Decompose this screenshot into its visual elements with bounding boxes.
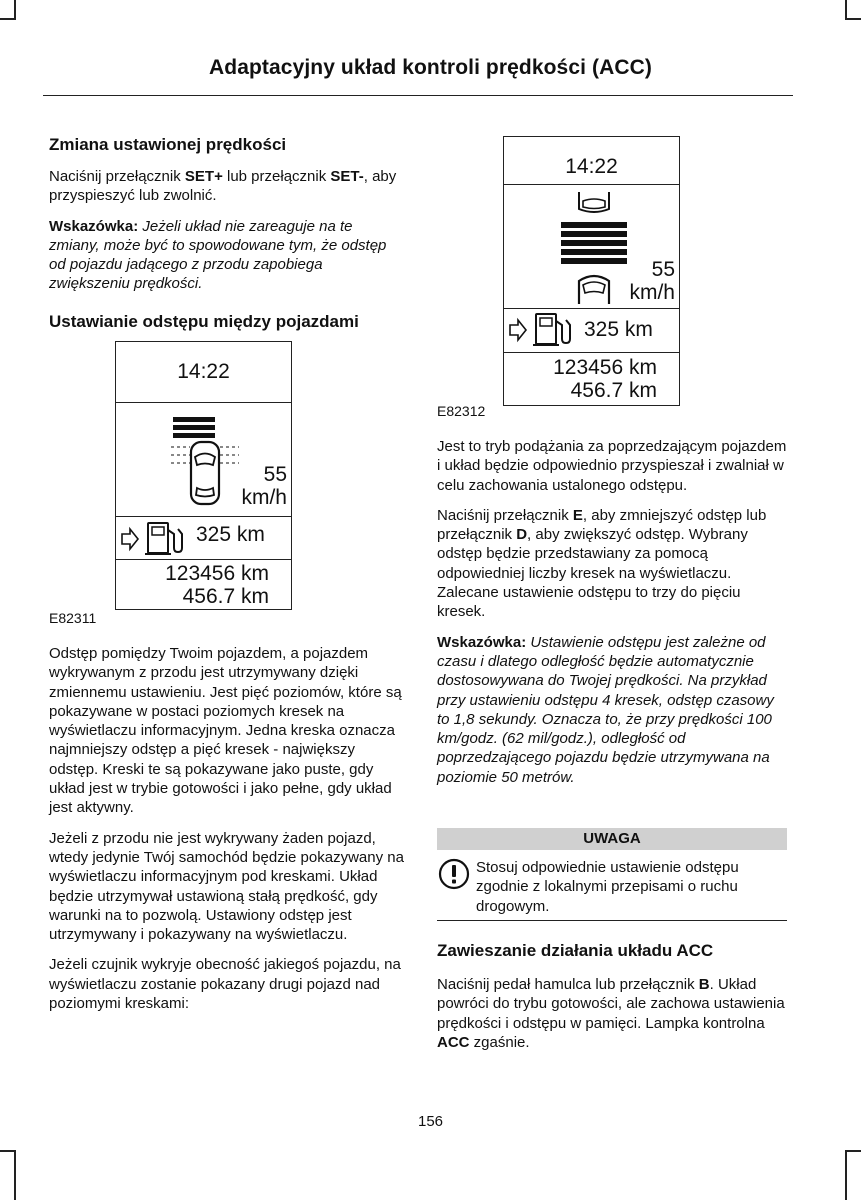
left-column-lower (49, 644, 404, 1013)
section-title-suspend-acc: Zawieszanie działania układu ACC (437, 941, 714, 960)
header-divider (43, 95, 793, 96)
display-figure-2 (503, 136, 680, 406)
odometer-readout: 123456 km 456.7 km (553, 356, 657, 402)
crop-mark (845, 1150, 847, 1200)
range-readout: 325 km (196, 523, 265, 546)
section-title-speed-change: Zmiana ustawionej prędkości (49, 135, 287, 154)
clock: 14:22 (565, 155, 618, 178)
note-speed-change: Wskazówka: Jeżeli układ nie zareaguje na te zmiany, może być to spowodowane tym, że odstęp od pojazdu jadącego z przodu zapobiega zwiększeniu prędkości. (49, 217, 387, 293)
paragraph-gap-levels: Odstęp pomiędzy Twoim pojazdem, a pojazdem wykrywanym z przodu jest utrzymywany dzięki zmiennemu ustawieniu. Jest pięć poziomów, które są pokazywane w postaci poziomych kresek na wyświetlaczu informacyjnym. Jedna kreska oznacza najmniejszy odstęp a pięć kresek - największy odstęp. Kreski te są pokazywane jako puste, gdy układ jest w trybie gotowości i jako pełne, gdy układ jest aktywny. (49, 645, 402, 817)
fuel-pump-icon (508, 311, 578, 349)
crop-mark (14, 1150, 16, 1200)
crop-mark (845, 0, 847, 18)
gap-bars-lead-car-icon (559, 189, 629, 307)
odometer-readout: 123456 km 456.7 km (165, 562, 269, 608)
paragraph-gap-switches: Naciśnij przełącznik E, aby zmniejszyć odstęp lub przełącznik D, aby zwiększyć odstęp. Wybrany odstęp będzie przedstawiany za pomocą odpowiedniej liczby kresek na wyświetlaczu. Zalecane ustawienie odstępu to trzy do pięciu kresek. (437, 506, 767, 621)
range-readout: 325 km (584, 318, 653, 341)
note-gap-time: Wskazówka: Ustawienie odstępu jest zależne od czasu i dlatego odległość będzie automatycznie dostosowywana do Twojej prędkości. Na przykład przy ustawieniu odstępu 4 kresek, odstęp czasowy to 1,8 sekundy. Oznacza to, że przy prędkości 100 km/godz. (62 mil/godz.), odległość od poprzedzającego pojazdu będzie utrzymywana na poziomie 50 metrów. (437, 633, 774, 786)
display-figure-1 (115, 341, 292, 610)
speed-readout: 55 km/h (629, 258, 675, 304)
crop-mark (845, 18, 861, 20)
gap-bars-own-car-icon (166, 412, 246, 512)
section-title-gap-setting: Ustawianie odstępu między pojazdami (49, 311, 359, 331)
figure-label: E82312 (437, 403, 486, 419)
page-number: 156 (417, 1113, 444, 1130)
crop-mark (0, 1150, 16, 1152)
right-column-lower (437, 941, 789, 1052)
clock: 14:22 (177, 360, 230, 383)
figure-label: E82311 (49, 610, 97, 626)
page-title: Adaptacyjny układ kontroli prędkości (ACC) (209, 56, 652, 79)
paragraph-follow-mode: Jest to tryb podążania za poprzedzającym pojazdem i układ będzie odpowiednio przyspieszał i zwalniał w celu zachowania ustalonego odstępu. (437, 438, 787, 494)
warning-header: UWAGA (437, 828, 787, 850)
left-column (49, 135, 404, 332)
crop-mark (14, 0, 16, 18)
right-column (437, 437, 789, 787)
crop-mark (0, 18, 16, 20)
paragraph-vehicle-detected: Jeżeli czujnik wykryje obecność jakiegoś pojazdu, na wyświetlaczu zostanie pokazany drugi pojazd nad poziomymi kreskami: (49, 956, 401, 1013)
fuel-pump-icon (120, 520, 190, 558)
warning-text: Stosuj odpowiednie ustawienie odstępu zgodnie z lokalnymi przepisami o ruchu drogowym. (476, 859, 739, 915)
paragraph-suspend-acc: Naciśnij pedał hamulca lub przełącznik B. Układ powróci do trybu gotowości, ale zachowa ustawienia prędkości i odstępu w pamięci. Lampka kontrolna ACC zgaśnie. (437, 976, 785, 1051)
paragraph-speed-change: Naciśnij przełącznik SET+ lub przełącznik SET-, aby przyspieszyć lub zwolnić. (49, 168, 397, 205)
crop-mark (845, 1150, 861, 1152)
warning-exclamation-icon (438, 858, 470, 890)
paragraph-no-vehicle: Jeżeli z przodu nie jest wykrywany żaden pojazd, wtedy jedynie Twój samochód będzie pokazywany na wyświetlaczu informacyjnym pod kreskami. Układ będzie utrzymywał ustawioną stałą prędkość, gdy warunki na to pozwolą. Ustawiony odstęp jest utrzymywany i pokazywany na wyświetlaczu. (49, 829, 404, 944)
warning-divider (437, 920, 787, 921)
speed-readout: 55 km/h (241, 463, 287, 509)
